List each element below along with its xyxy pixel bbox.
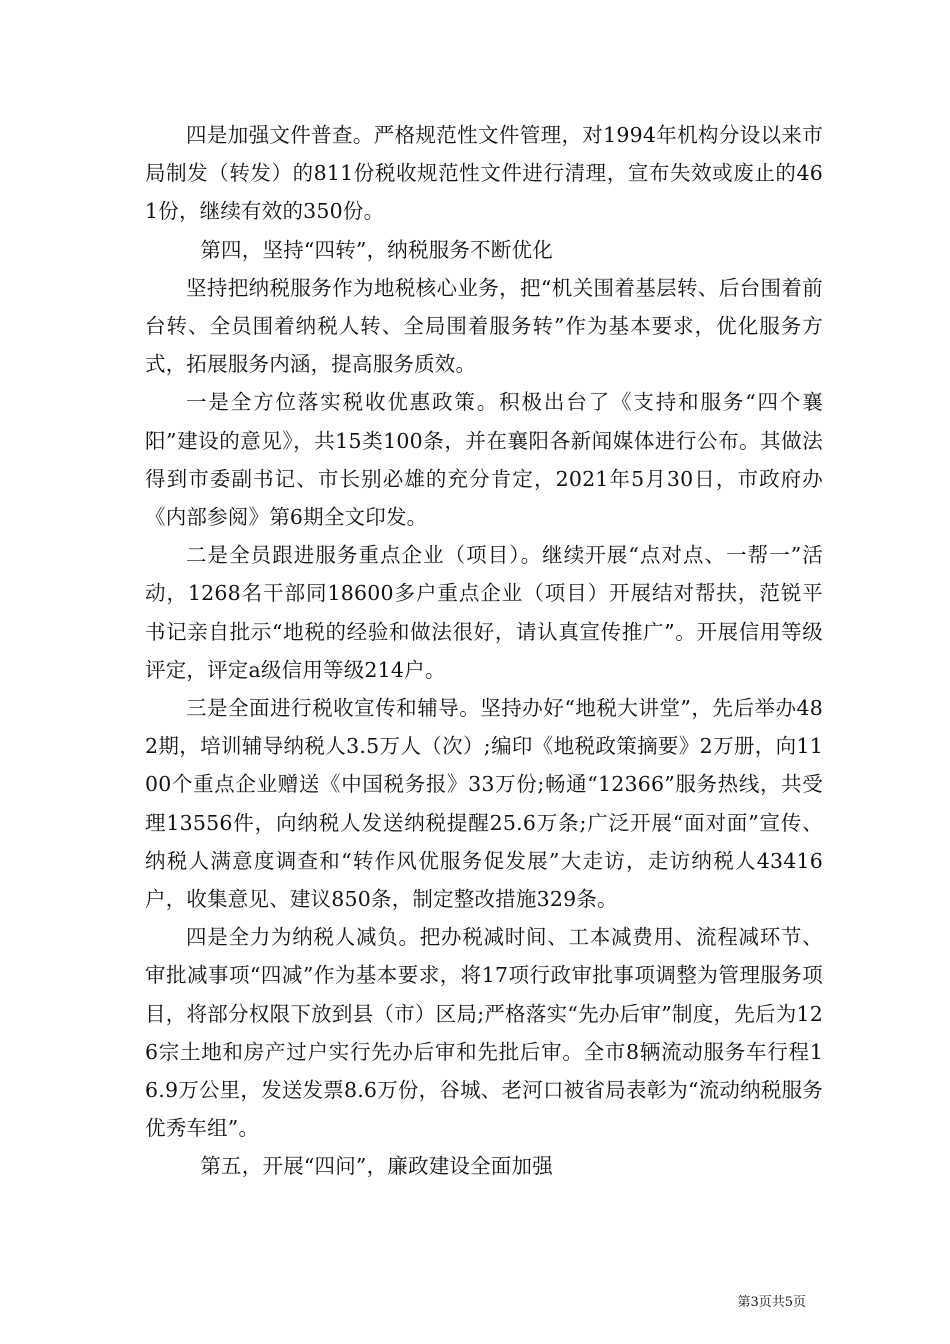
page-number: 第3页共5页 <box>737 1295 806 1310</box>
paragraph-reduce-burden: 四是全力为纳税人减负。把办税减时间、工本减费用、流程减环节、审批减事项“四减”作为基本要求，将17项行政审批事项调整为管理服务项目，将部分权限下放到县（市）区局;严格落实“先办后审”制度，先后为126宗土地和房产过户实行先办后审和先批后审。全市8辆流动服务车行程16.9万公里，发送发票8.6万份，谷城、老河口被省局表彰为“流动纳税服务优秀车组”。 <box>145 925 823 1141</box>
paragraph-document-review: 四是加强文件普查。严格规范性文件管理，对1994年机构分设以来市局制发（转发）的811份税收规范性文件进行清理，宣布失效或废止的461份，继续有效的350份。 <box>145 123 823 224</box>
paragraph-service-core: 坚持把纳税服务作为地税核心业务，把“机关围着基层转、后台围着前台转、全员围着纳税人转、全局围着服务转”作为基本要求，优化服务方式，拓展服务内涵，提高服务质效。 <box>145 275 823 377</box>
paragraph-tax-incentives: 一是全方位落实税收优惠政策。积极出台了《支持和服务“四个襄阳”建设的意见》，共15类100条，并在襄阳各新闻媒体进行公布。其做法得到市委副书记、市长别必雄的充分肯定，2021年5月30日，市政府办《内部参阅》第6期全文印发。 <box>145 390 823 530</box>
section-heading-four: 第四，坚持“四转”，纳税服务不断优化 <box>200 237 553 262</box>
paragraph-publicity-guidance: 三是全面进行税收宣传和辅导。坚持办好“地税大讲堂”，先后举办482期，培训辅导纳税人3.5万人（次）;编印《地税政策摘要》2万册，向1100个重点企业赠送《中国税务报》33万份;畅通“12366”服务热线，共受理13556件，向纳税人发送纳税提醒25.6万条;广泛开展“面对面”宣传、纳税人满意度调查和“转作风优服务促发展”大走访，走访纳税人43416户，收集意见、建议850条，制定整改措施329条。 <box>145 696 823 912</box>
paragraph-key-enterprises: 二是全员跟进服务重点企业（项目）。继续开展“点对点、一帮一”活动，1268名干部同18600多户重点企业（项目）开展结对帮扶，范锐平书记亲自批示“地税的经验和做法很好，请认真宣传推广”。开展信用等级评定，评定a级信用等级214户。 <box>145 543 823 682</box>
document-body <box>145 116 823 1186</box>
section-heading-five: 第五，开展“四问”，廉政建设全面加强 <box>200 1154 553 1179</box>
